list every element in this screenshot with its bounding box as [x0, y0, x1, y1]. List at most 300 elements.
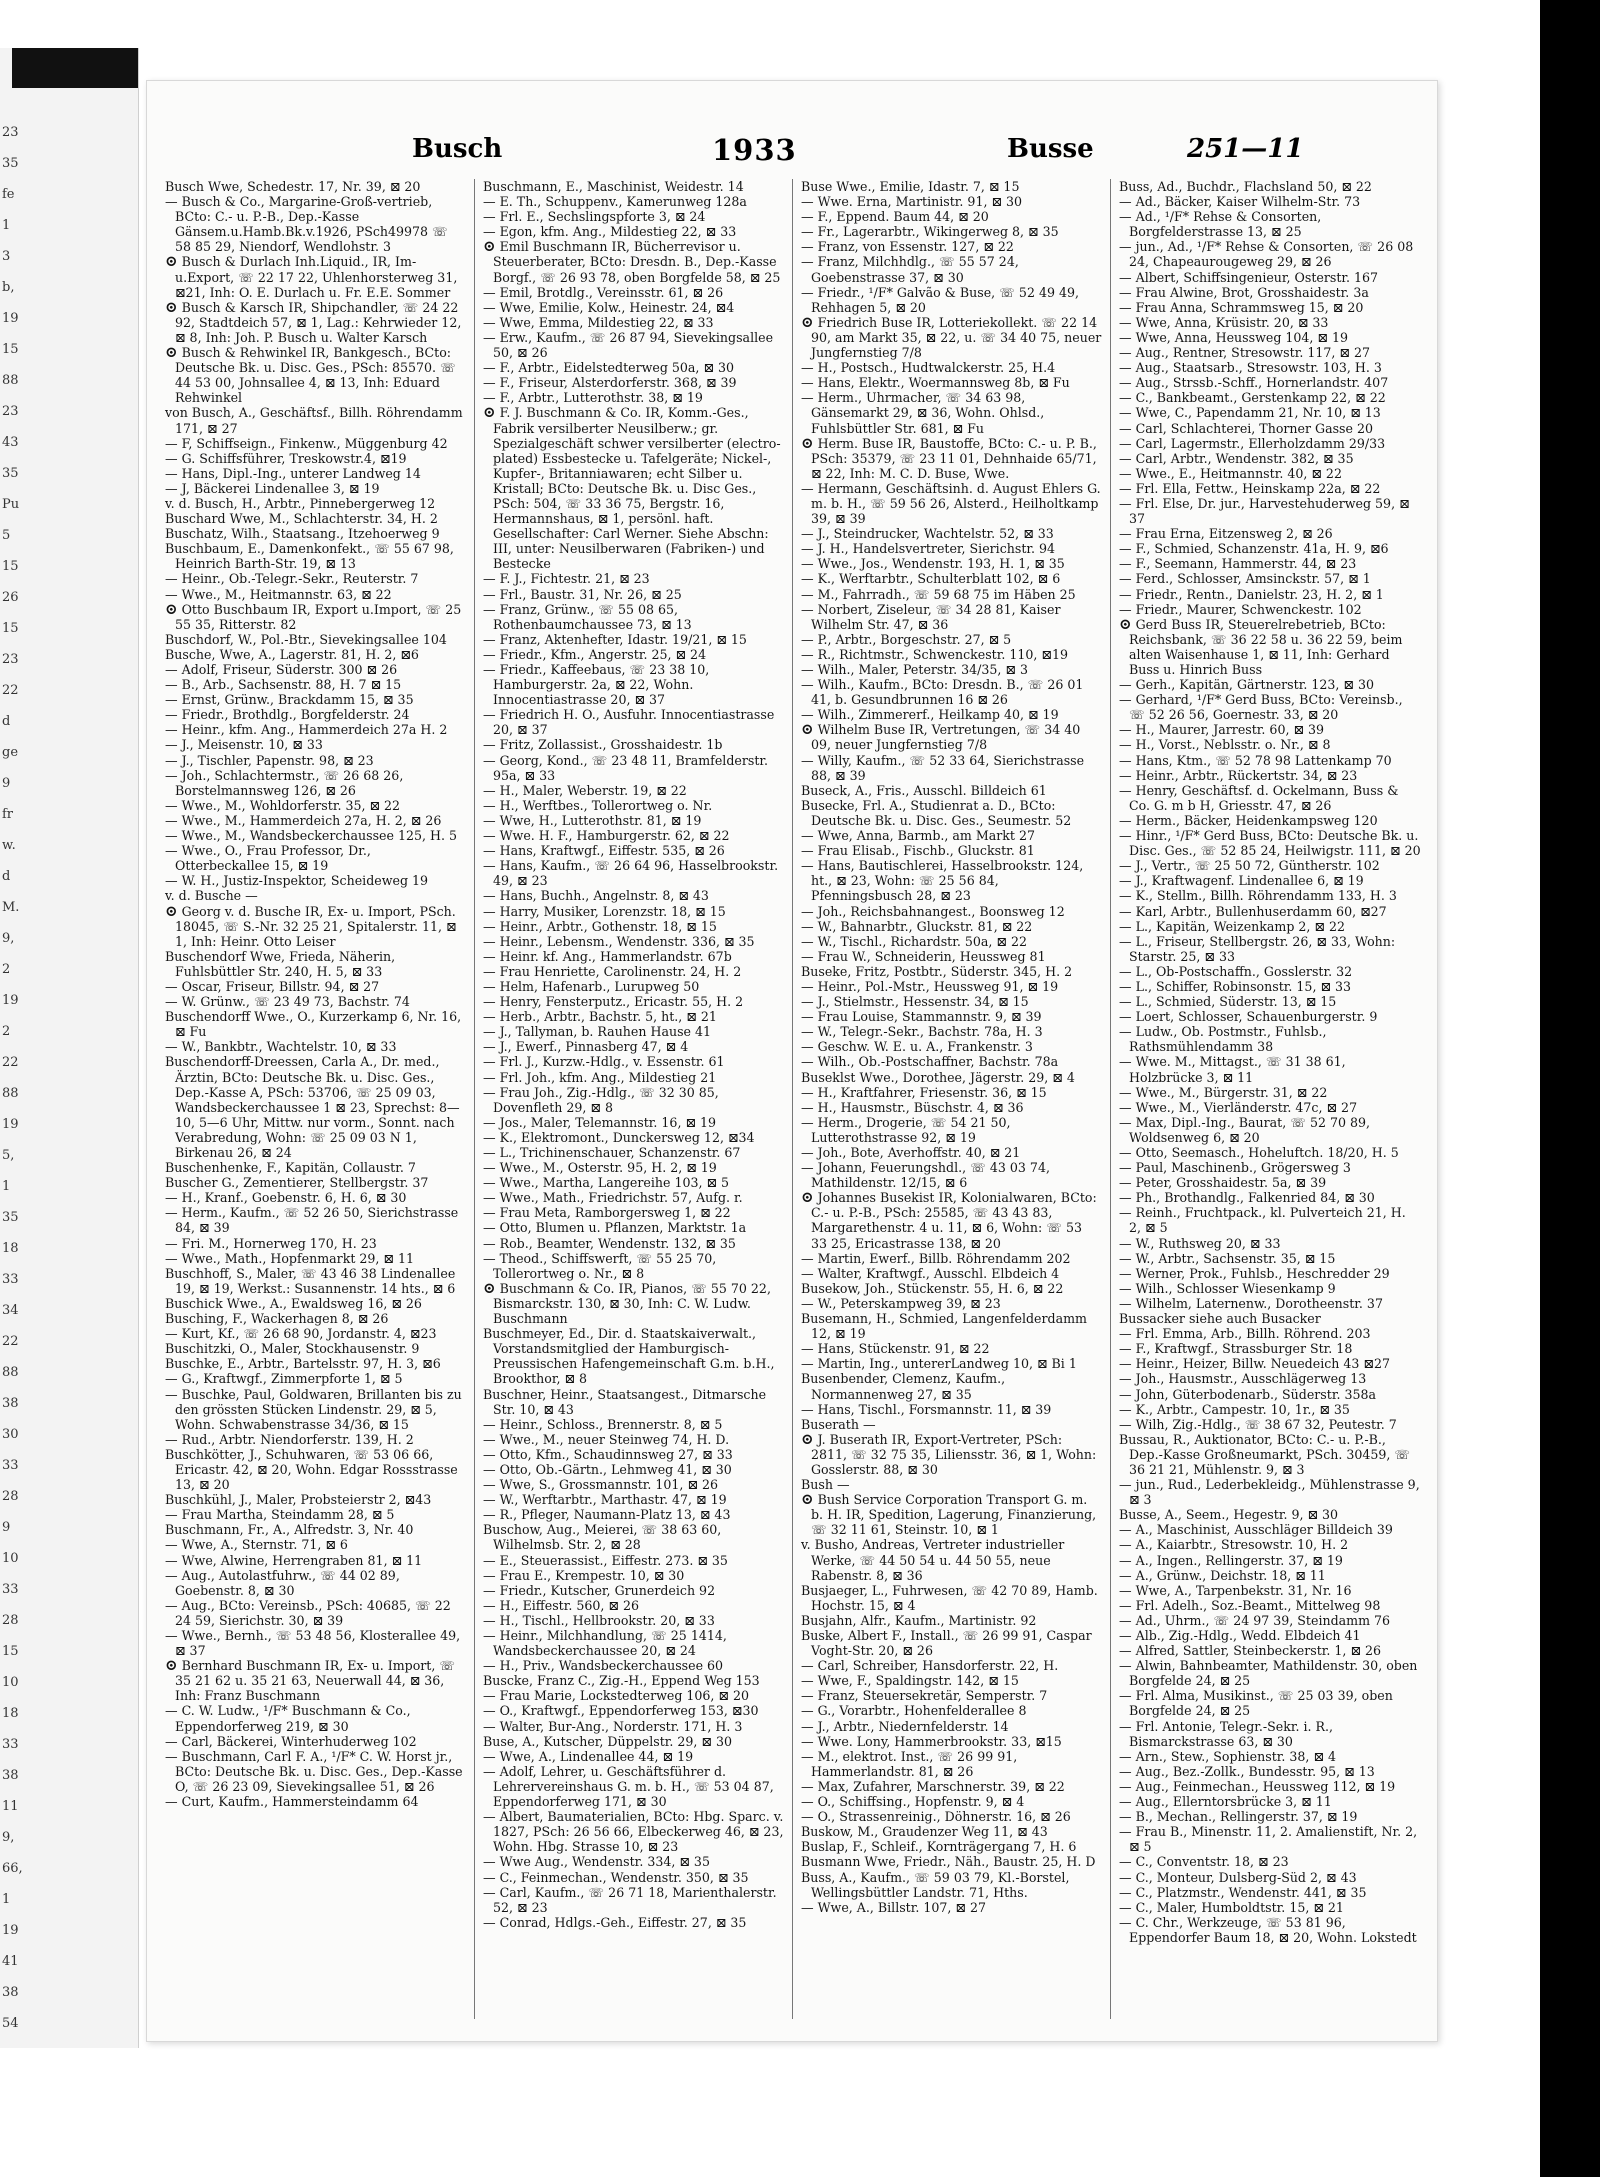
directory-entry [801, 209, 1102, 224]
edge-text-fragment: 35 [2, 156, 19, 171]
entry-text: Buschenhenke, F., Kapitän, Collaustr. 7 [165, 1160, 416, 1176]
directory-entry [801, 602, 1102, 632]
directory-entry [483, 1854, 784, 1869]
directory-entry [801, 647, 1102, 662]
directory-entry [1119, 1387, 1421, 1402]
entry-text: — J, Bäckerei Lindenallee 3, ⊠ 19 [165, 480, 380, 496]
entry-text: — Herm., Uhrmacher, ☏ 34 63 98, Gänsemarkt 29, ⊠ 36, Wohn. Ohlsd., Fuhlsbüttler Str. 681, ⊠ Fu [801, 390, 1045, 436]
entry-text: — Fri. M., Hornerweg 170, H. 23 [165, 1235, 377, 1251]
entry-text: Buss, Ad., Buchdr., Flachsland 50, ⊠ 22 [1119, 179, 1372, 194]
entry-text: Buserath — [801, 1416, 876, 1432]
directory-entry [483, 888, 784, 903]
entry-text: — Frl. Else, Dr. jur., Harvestehuderweg 59, ⊠ 37 [1119, 495, 1410, 527]
directory-entry [483, 904, 784, 919]
directory-entry [483, 1613, 784, 1628]
directory-entry [483, 1024, 784, 1039]
directory-entry [801, 1628, 1102, 1658]
directory-entry [1119, 1251, 1421, 1266]
directory-entry [1119, 1281, 1421, 1296]
directory-entry [1119, 737, 1421, 752]
entry-text: — Hans, Stückenstr. 91, ⊠ 22 [801, 1341, 990, 1357]
entry-text: — F., Arbtr., Eidelstedterweg 50a, ⊠ 30 [483, 360, 735, 376]
directory-entry [801, 1190, 1102, 1250]
entry-text: — Helm, Hafenarb., Lurupweg 50 [483, 978, 700, 994]
edge-text-fragment: 38 [2, 1768, 19, 1783]
directory-entry [1119, 1537, 1421, 1552]
entry-text: — M., Fahrradh., ☏ 59 68 75 im Häben 25 [801, 586, 1076, 602]
entry-text: — Walter, Bur-Ang., Norderstr. 171, H. 3 [483, 1718, 743, 1734]
entry-text: — Willy, Kaufm., ☏ 52 33 64, Sierichstrasse 88, ⊠ 39 [801, 752, 1085, 783]
entry-text: — Wwe., E., Heitmannstr. 40, ⊠ 22 [1119, 465, 1342, 481]
entry-text: Buseke, Fritz, Postbtr., Süderstr. 345, H. 2 [801, 963, 1073, 979]
entry-text: — Friedr., Brothdlg., Borgfelderstr. 24 [165, 707, 410, 723]
entry-text: — Heinr., Arbtr., Gothenstr. 18, ⊠ 15 [483, 918, 717, 934]
entry-text: Johannes Busekist IR, Kolonialwaren, BCto: C.- u. P.-B., PSch: 25585, ☏ 43 43 83, Margarethenstr. 4 u. 11, ⊠ 6, Wohn: ☏ 53 33 25, Ericastrasse 138, ⊠ 20 [811, 1190, 1097, 1251]
directory-entry [1119, 1719, 1421, 1749]
directory-entry [1119, 1477, 1421, 1507]
entry-text: — Heinr., Lebensm., Wendenstr. 336, ⊠ 35 [483, 933, 755, 949]
directory-entry [801, 1145, 1102, 1160]
directory-entry [165, 194, 466, 254]
directory-entry [483, 798, 784, 813]
entry-text: — Frl., Baustr. 31, Nr. 26, ⊠ 25 [483, 586, 682, 602]
directory-entry [801, 1613, 1102, 1628]
entry-text: — Wwe, A., Sternstr. 71, ⊠ 6 [165, 1537, 348, 1553]
directory-entry [165, 843, 466, 873]
directory-entry [1119, 436, 1421, 451]
entry-text: — Wwe, A., Tarpenbekstr. 31, Nr. 16 [1119, 1582, 1352, 1598]
directory-entry [165, 632, 466, 647]
directory-entry [483, 1115, 784, 1130]
entry-text: — Hans, Bautischlerei, Hasselbrookstr. 124, ht., ⊠ 23, Wohn: ☏ 25 56 84, Pfenningsbusch 28, ⊠ 23 [801, 858, 1084, 904]
entry-text: — Curt, Kaufm., Hammersteindamm 64 [165, 1794, 419, 1810]
entry-text: — Franz, von Essenstr. 127, ⊠ 22 [801, 239, 1014, 255]
entry-text: — Loert, Schlosser, Schauenburgerstr. 9 [1119, 1009, 1378, 1025]
entry-text: — Wwe, F., Spaldingstr. 142, ⊠ 15 [801, 1673, 1019, 1689]
directory-entry [801, 541, 1102, 556]
directory-entry [165, 1628, 466, 1658]
column-1 [157, 179, 475, 2019]
edge-text-fragment: 5, [2, 1148, 15, 1163]
directory-entry [165, 1794, 466, 1809]
directory-entry [801, 1296, 1102, 1311]
directory-entry [165, 1507, 466, 1522]
entry-text: Buschard Wwe, M., Schlachterstr. 34, H. 2 [165, 511, 438, 527]
edge-text-fragment: 22 [2, 683, 19, 698]
directory-entry [801, 1734, 1102, 1749]
entry-text: Buschitzki, O., Maler, Stockhausenstr. 9 [165, 1341, 420, 1357]
entry-text: — Wwe., Math., Friedrichstr. 57, Aufg. r. [483, 1190, 743, 1206]
directory-entry [801, 949, 1102, 964]
entry-text: — Aug., Bez.-Zollk., Bundesstr. 95, ⊠ 13 [1119, 1763, 1375, 1779]
entry-text: Buschmeyer, Ed., Dir. d. Staatskaiverwalt., Vorstandsmitglied der Hamburgisch-Preussischen Hafengemeinschaft G.m. b.H., Brookthor, ⊠ 8 [483, 1326, 775, 1387]
edge-text-fragment: 2 [2, 1024, 11, 1039]
directory-entry [165, 1296, 466, 1311]
entry-text: — Albert, Baumaterialien, BCto: Hbg. Sparc. v. 1827, PSch: 26 56 66, Elbeckerweg 46, ⊠ 23, Wohn. Hbg. Strasse 10, ⊠ 23 [483, 1809, 784, 1855]
entry-text: Wilhelm Buse IR, Vertretungen, ☏ 34 40 09, neuer Jungfernstieg 7/8 [811, 722, 1081, 753]
directory-entry [1119, 1371, 1421, 1386]
directory-entry [165, 297, 466, 345]
directory-entry [483, 994, 784, 1009]
entry-text: — Friedr., ¹/F* Galvão & Buse, ☏ 52 49 49, Rehhagen 5, ⊠ 20 [801, 284, 1080, 315]
firm-marker-icon: ⊙ [801, 312, 814, 331]
directory-entry [165, 599, 466, 632]
directory-entry [165, 1432, 466, 1447]
directory-entry [1119, 1749, 1421, 1764]
entry-text: — Heinr., Schloss., Brennerstr. 8, ⊠ 5 [483, 1416, 723, 1432]
header-year: 1933 [712, 133, 797, 167]
firm-marker-icon: ⊙ [165, 297, 178, 316]
directory-entry [801, 239, 1102, 254]
entry-text: Busenbender, Clemenz, Kaufm., Normannenweg 27, ⊠ 35 [801, 1371, 1006, 1402]
entry-text: — Otto, Ob.-Gärtn., Lehmweg 41, ⊠ 30 [483, 1461, 732, 1477]
entry-text: — Gerhard, ¹/F* Gerd Buss, BCto: Vereinsb., ☏ 52 26 56, Goernestr. 33, ⊠ 20 [1119, 692, 1403, 723]
entry-text: — F., Eppend. Baum 44, ⊠ 20 [801, 209, 989, 225]
column-3 [793, 179, 1111, 2019]
directory-entry [165, 1160, 466, 1175]
directory-entry [165, 828, 466, 843]
entry-text: — Frau B., Minenstr. 11, 2. Amalienstift, Nr. 2, ⊠ 5 [1119, 1824, 1418, 1855]
directory-entry [1119, 1809, 1421, 1824]
directory-entry [1119, 858, 1421, 873]
directory-entry [483, 1658, 784, 1673]
edge-text-fragment: 35 [2, 1210, 19, 1225]
directory-entry [165, 405, 466, 435]
edge-text-fragment: 33 [2, 1458, 19, 1473]
directory-entry [1119, 1583, 1421, 1598]
edge-text-fragment: 28 [2, 1613, 19, 1628]
directory-entry [1119, 1024, 1421, 1054]
directory-entry [165, 677, 466, 692]
directory-entry [165, 1175, 466, 1190]
entry-text: Buschkühl, J., Maler, Probsteierstr 2, ⊠43 [165, 1492, 432, 1508]
directory-entry [483, 602, 784, 632]
edge-text-fragment: 18 [2, 1241, 19, 1256]
entry-text: — Wwe., Bernh., ☏ 53 48 56, Klosterallee 49, ⊠ 37 [165, 1628, 461, 1659]
directory-entry [165, 1039, 466, 1054]
directory-entry [483, 375, 784, 390]
directory-entry [483, 1387, 784, 1417]
directory-entry [801, 677, 1102, 707]
directory-entry [165, 436, 466, 451]
directory-entry [1119, 496, 1421, 526]
directory-entry [1119, 1824, 1421, 1854]
directory-entry [483, 1809, 784, 1854]
entry-text: Buschendorf Wwe, Frieda, Näherin, Fuhlsbüttler Str. 240, H. 5, ⊠ 33 [165, 948, 396, 979]
entry-text: — Hans, Dipl.-Ing., unterer Landweg 14 [165, 465, 421, 481]
entry-text: — F., Kraftwgf., Strassburger Str. 18 [1119, 1341, 1353, 1357]
directory-entry [801, 1429, 1102, 1477]
edge-text-fragment: 9 [2, 1520, 11, 1535]
directory-entry [1119, 1402, 1421, 1417]
edge-text-fragment: 19 [2, 993, 19, 1008]
directory-entry [1119, 1085, 1421, 1100]
entry-text: — Heinr., kfm. Ang., Hammerdeich 27a H. 2 [165, 722, 448, 738]
directory-entry [165, 692, 466, 707]
directory-entry [483, 1764, 784, 1809]
directory-entry [801, 571, 1102, 586]
directory-entry [801, 1054, 1102, 1069]
directory-entry [801, 1794, 1102, 1809]
entry-text: — Joh., Reichsbahnangest., Boonsweg 12 [801, 903, 1065, 919]
directory-entry [165, 481, 466, 496]
firm-marker-icon: ⊙ [165, 252, 178, 271]
directory-entry [801, 556, 1102, 571]
directory-entry [801, 481, 1102, 526]
entry-text: — K., Werftarbtr., Schulterblatt 102, ⊠ 6 [801, 571, 1061, 587]
entry-text: — Wwe. M., Mittagst., ☏ 31 38 61, Holzbrücke 3, ⊠ 11 [1119, 1054, 1346, 1085]
directory-entry [801, 1688, 1102, 1703]
entry-text: Busche, Wwe, A., Lagerstr. 81, H. 2, ⊠6 [165, 646, 419, 662]
directory-entry [1119, 1794, 1421, 1809]
entry-text: — Frl. Ella, Fettw., Heinskamp 22a, ⊠ 22 [1119, 480, 1381, 496]
directory-entry [483, 1492, 784, 1507]
entry-text: — O., Schiffsing., Hopfenstr. 9, ⊠ 4 [801, 1794, 1025, 1810]
directory-entry [1119, 405, 1421, 420]
directory-entry [483, 1251, 784, 1281]
entry-text: Bussacker siehe auch Busacker [1119, 1311, 1321, 1327]
entry-text: — C., Bankbeamt., Gerstenkamp 22, ⊠ 22 [1119, 390, 1386, 406]
directory-entry [483, 1734, 784, 1749]
entry-text: — Georg, Kond., ☏ 23 48 11, Bramfelderstr. 95a, ⊠ 33 [483, 752, 769, 783]
directory-entry [483, 753, 784, 783]
directory-entry [1119, 1296, 1421, 1311]
directory-entry [801, 858, 1102, 903]
entry-text: Emil Buschmann IR, Bücherrevisor u. Steuerberater, BCto: Dresdn. B., Dep.-Kasse Borgf., ☏ 26 93 78, oben Borgfelde 58, ⊠ 25 [493, 239, 781, 285]
directory-entry [483, 1462, 784, 1477]
directory-entry [1119, 964, 1421, 979]
entry-text: — H., Werftbes., Tollerortweg o. Nr. [483, 797, 713, 813]
entry-text: — Harry, Musiker, Lorenzstr. 18, ⊠ 15 [483, 903, 726, 919]
entry-text: — W., Ruthsweg 20, ⊠ 33 [1119, 1235, 1281, 1251]
directory-entry [1119, 1160, 1421, 1175]
entry-text: — W., Tischl., Richardstr. 50a, ⊠ 22 [801, 933, 1027, 949]
directory-entry [1119, 1885, 1421, 1900]
entry-text: — Frau Alwine, Brot, Grosshaidestr. 3a [1119, 284, 1369, 300]
directory-entry [165, 1492, 466, 1507]
entry-text: — Frau W., Schneiderin, Heussweg 81 [801, 948, 1046, 964]
entry-text: — Heinr., Milchhandlung, ☏ 25 1414, Wandsbeckerchaussee 20, ⊠ 24 [483, 1628, 727, 1659]
entry-text: — Aug., Feinmechan., Heussweg 112, ⊠ 19 [1119, 1778, 1396, 1794]
firm-marker-icon: ⊙ [483, 237, 496, 256]
column-2 [475, 179, 793, 2019]
entry-text: — Frau Marie, Lockstedterweg 106, ⊠ 20 [483, 1688, 750, 1704]
entry-text: — Herm., Bäcker, Heidenkampsweg 120 [1119, 812, 1378, 828]
directory-entry [165, 571, 466, 586]
entry-text: — L., Friseur, Stellbergstr. 26, ⊠ 33, Wohn: Starstr. 25, ⊠ 33 [1119, 933, 1396, 964]
edge-text-fragment: 5 [2, 528, 11, 543]
directory-entry [1119, 345, 1421, 360]
directory-entry [483, 239, 784, 284]
edge-text-fragment: 26 [2, 590, 19, 605]
entry-text: — W. H., Justiz-Inspektor, Scheideweg 19 [165, 873, 429, 889]
entry-text: Buschmann, Fr., A., Alfredstr. 3, Nr. 40 [165, 1522, 414, 1538]
entry-text: — Carl, Schreiber, Hansdorferstr. 22, H. [801, 1658, 1059, 1674]
entry-text: — Wwe. H. F., Hamburgerstr. 62, ⊠ 22 [483, 828, 730, 844]
entry-text: — Joh., Schlachtermstr., ☏ 26 68 26, Borstelmannsweg 126, ⊠ 26 [165, 767, 404, 798]
directory-entry [483, 934, 784, 949]
entry-text: — Wwe, Emilie, Kolw., Heinestr. 24, ⊠4 [483, 299, 735, 315]
firm-marker-icon: ⊙ [165, 599, 178, 618]
directory-entry [801, 1658, 1102, 1673]
directory-entry [801, 1824, 1102, 1839]
directory-entry [1119, 979, 1421, 994]
directory-entry [483, 1885, 784, 1915]
directory-entry [483, 1130, 784, 1145]
directory-entry [165, 179, 466, 194]
entry-text: — E. Th., Schuppenv., Kamerunweg 128a [483, 194, 747, 210]
entry-text: Busjahn, Alfr., Kaufm., Martinistr. 92 [801, 1612, 1037, 1628]
entry-text: — H., Maler, Weberstr. 19, ⊠ 22 [483, 782, 687, 798]
edge-text-fragment: 1 [2, 1179, 11, 1194]
directory-entry [1119, 1009, 1421, 1024]
entry-text: — Martin, Ing., untererLandweg 10, ⊠ Bi 1 [801, 1356, 1077, 1372]
directory-entry [165, 1658, 466, 1703]
directory-entry [801, 224, 1102, 239]
entry-text: — Wwe., Math., Hopfenmarkt 29, ⊠ 11 [165, 1250, 414, 1266]
directory-entry [483, 285, 784, 300]
entry-text: Bussau, R., Auktionator, BCto: C.- u. P.-B., Dep.-Kasse Großneumarkt, PSch. 30459, ☏ 36 21 21, Mühlenstr. 9, ⊠ 3 [1119, 1431, 1411, 1477]
entry-text: — Herm., Kaufm., ☏ 52 26 50, Sierichstrasse 84, ⊠ 39 [165, 1205, 459, 1236]
directory-entry [801, 1039, 1102, 1054]
edge-text-fragment: 19 [2, 1117, 19, 1132]
directory-entry [483, 813, 784, 828]
entry-text: — Frau E., Krempestr. 10, ⊠ 30 [483, 1567, 685, 1583]
directory-entry [483, 571, 784, 586]
entry-text: — C., Platzmstr., Wendenstr. 441, ⊠ 35 [1119, 1884, 1367, 1900]
entry-text: — Wwe, A., Billstr. 107, ⊠ 27 [801, 1899, 987, 1915]
directory-entry [483, 737, 784, 752]
entry-text: Busemann, H., Schmied, Langenfelderdamm 12, ⊠ 19 [801, 1311, 1087, 1342]
directory-entry [801, 1251, 1102, 1266]
directory-entry [801, 312, 1102, 361]
directory-entry [1119, 270, 1421, 285]
firm-marker-icon: ⊙ [483, 403, 496, 422]
directory-entry [1119, 315, 1421, 330]
directory-entry [1119, 1175, 1421, 1190]
entry-text: — Albert, Schiffsingenieur, Osterstr. 167 [1119, 269, 1379, 285]
entry-text: — G. Schiffsführer, Treskowstr.4, ⊠19 [165, 450, 407, 466]
entry-text: — Alfred, Sattler, Steinbeckerstr. 1, ⊠ 26 [1119, 1643, 1382, 1659]
page-number: 251—11 [1187, 134, 1304, 164]
edge-text-fragment: 33 [2, 1272, 19, 1287]
directory-entry [1119, 1900, 1421, 1915]
directory-entry [483, 1749, 784, 1764]
directory-entry [1119, 1568, 1421, 1583]
entry-text: — Franz, Grünw., ☏ 55 08 65, Rothenbaumchaussee 73, ⊠ 13 [483, 601, 692, 632]
entry-text: — Carl, Arbtr., Wendenstr. 382, ⊠ 35 [1119, 450, 1354, 466]
entry-text: Buschdorf, W., Pol.-Btr., Sievekingsallee 104 [165, 631, 447, 647]
directory-entry [165, 1009, 466, 1039]
entry-text: Gerd Buss IR, Steuerelrebetrieb, BCto: Reichsbank, ☏ 36 22 58 u. 36 22 59, beim alten Waisenhause 1, ⊠ 11, Inh: Gerhard Buss u. Hinrich Buss [1129, 616, 1403, 677]
entry-text: — Ludw., Ob. Postmstr., Fuhlsb., Rathsmühlendamm 38 [1119, 1024, 1327, 1055]
edge-text-fragment: 15 [2, 621, 19, 636]
entry-text: F. J. Buschmann & Co. IR, Komm.-Ges., Fabrik versilberter Neusilberw.; gr. Spezialgeschäft schwer versilberter (electro-plated) Essbestecke u. Tafelgeräte; Nickel-, Kupfer-, Britanniawaren; echt Silber u. Kristall; BCto: Deutsche Bk. u. Disc Ges., PSch: 504, ☏ 33 36 75, Bergstr. 16, Hermannshaus, ⊠ 1, persönl. haft. Gesellschafter: Carl Werner. Siehe Abschn: III, unter: Neusilberwaren (Fabriken-) und Bestecke [493, 405, 781, 572]
directory-entry [1119, 466, 1421, 481]
directory-entry [1119, 587, 1421, 602]
entry-text: — Oscar, Friseur, Billstr. 94, ⊠ 27 [165, 978, 380, 994]
entry-text: — Wwe Aug., Wendenstr. 334, ⊠ 35 [483, 1854, 710, 1870]
directory-entry [1119, 1854, 1421, 1869]
directory-entry [801, 1537, 1102, 1582]
directory-entry [483, 405, 784, 571]
entry-text: — J., Tischler, Papenstr. 98, ⊠ 23 [165, 752, 374, 768]
entry-text: — Wwe, Anna, Heussweg 104, ⊠ 19 [1119, 329, 1349, 345]
entry-text: — J., Tallyman, b. Rauhen Hause 41 [483, 1024, 712, 1040]
entry-text: — Wwe, Anna, Krüsistr. 20, ⊠ 33 [1119, 314, 1329, 330]
directory-entry [483, 1039, 784, 1054]
directory-entry [165, 979, 466, 994]
entry-text: — Wwe., M., neuer Steinweg 74, H. D. [483, 1431, 730, 1447]
entry-text: — jun., Ad., ¹/F* Rehse & Consorten, ☏ 26 08 24, Chapeaurougeweg 29, ⊠ 26 [1119, 239, 1414, 270]
entry-text: — F., Arbtr., Lutterothstr. 38, ⊠ 19 [483, 390, 703, 406]
entry-text: — H., Eiffestr. 560, ⊠ 26 [483, 1597, 640, 1613]
directory-entry [165, 737, 466, 752]
entry-text: — Emil, Brotdlg., Vereinsstr. 61, ⊠ 26 [483, 284, 724, 300]
entry-text: Busching, F., Wackerhagen 8, ⊠ 26 [165, 1311, 389, 1327]
entry-text: Buschatz, Wilh., Staatsang., Itzehoerweg 9 [165, 526, 440, 542]
entry-text: — L., Ob-Postschaffn., Gosslerstr. 32 [1119, 963, 1353, 979]
directory-entry [801, 707, 1102, 722]
entry-text: — Friedr., Kfm., Angerstr. 25, ⊠ 24 [483, 646, 707, 662]
firm-marker-icon: ⊙ [801, 1188, 814, 1207]
entry-text: — Wwe., M., Hammerdeich 27a, H. 2, ⊠ 26 [165, 812, 442, 828]
edge-text-fragment: 66, [2, 1861, 23, 1876]
entry-text: — Aug., Strssb.-Schff., Hornerlandstr. 407 [1119, 375, 1389, 391]
directory-entry [165, 1522, 466, 1537]
directory-entry [801, 1070, 1102, 1085]
edge-text-fragment: 28 [2, 1489, 19, 1504]
directory-entry [1119, 1145, 1421, 1160]
entry-text: — H., Maurer, Jarrestr. 60, ⊠ 39 [1119, 722, 1325, 738]
entry-text: — Wilh., Zimmererf., Heilkamp 40, ⊠ 19 [801, 707, 1059, 723]
edge-text-fragment: 1 [2, 1892, 11, 1907]
directory-entry [1119, 1341, 1421, 1356]
directory-entry [801, 979, 1102, 994]
edge-text-fragment: 38 [2, 1396, 19, 1411]
edge-text-fragment: 9 [2, 776, 11, 791]
directory-entry [801, 1085, 1102, 1100]
directory-entry [1119, 677, 1421, 692]
directory-entry [165, 1749, 466, 1794]
directory-entry [801, 934, 1102, 949]
edge-text-fragment: d [2, 714, 11, 729]
scan-right-border [1540, 0, 1600, 2177]
firm-marker-icon: ⊙ [165, 343, 178, 362]
directory-columns [157, 179, 1429, 2019]
directory-entry [483, 1583, 784, 1598]
directory-entry [1119, 1432, 1421, 1477]
edge-text-fragment: 3 [2, 249, 11, 264]
directory-entry [483, 1447, 784, 1462]
directory-entry [1119, 614, 1421, 677]
entry-text: — Frl. Joh., kfm. Ang., Mildestieg 21 [483, 1069, 717, 1085]
directory-entry [483, 632, 784, 647]
entry-text: — Friedr., Kaffeebaus, ☏ 23 38 10, Hamburgerstr. 2a, ⊠ 22, Wohn. Innocentiastrasse 20, ⊠ 37 [483, 662, 710, 708]
entry-text: — Friedr., Kutscher, Grunerdeich 92 [483, 1582, 716, 1598]
entry-text: Busch & Durlach Inh.Liquid., IR, Im-u.Export, ☏ 22 17 22, Uhlenhorsterweg 31, ⊠21, Inh: O. E. Durlach u. Fr. E.E. Sommer [175, 254, 458, 300]
directory-entry [1119, 813, 1421, 828]
entry-text: — Wwe, H., Lutterothstr. 81, ⊠ 19 [483, 812, 702, 828]
entry-text: — Hans, Ktm., ☏ 52 78 98 Lattenkamp 70 [1119, 752, 1392, 768]
edge-text-fragment: 33 [2, 1582, 19, 1597]
directory-entry [801, 662, 1102, 677]
entry-text: — W., Werftarbtr., Marthastr. 47, ⊠ 19 [483, 1492, 727, 1508]
directory-entry [801, 1870, 1102, 1900]
entry-text: — Frau Louise, Stammannstr. 9, ⊠ 39 [801, 1009, 1042, 1025]
entry-text: — Theod., Schiffswerft, ☏ 55 25 70, Tollerortweg o. Nr., ⊠ 8 [483, 1250, 717, 1281]
directory-entry [483, 1054, 784, 1069]
